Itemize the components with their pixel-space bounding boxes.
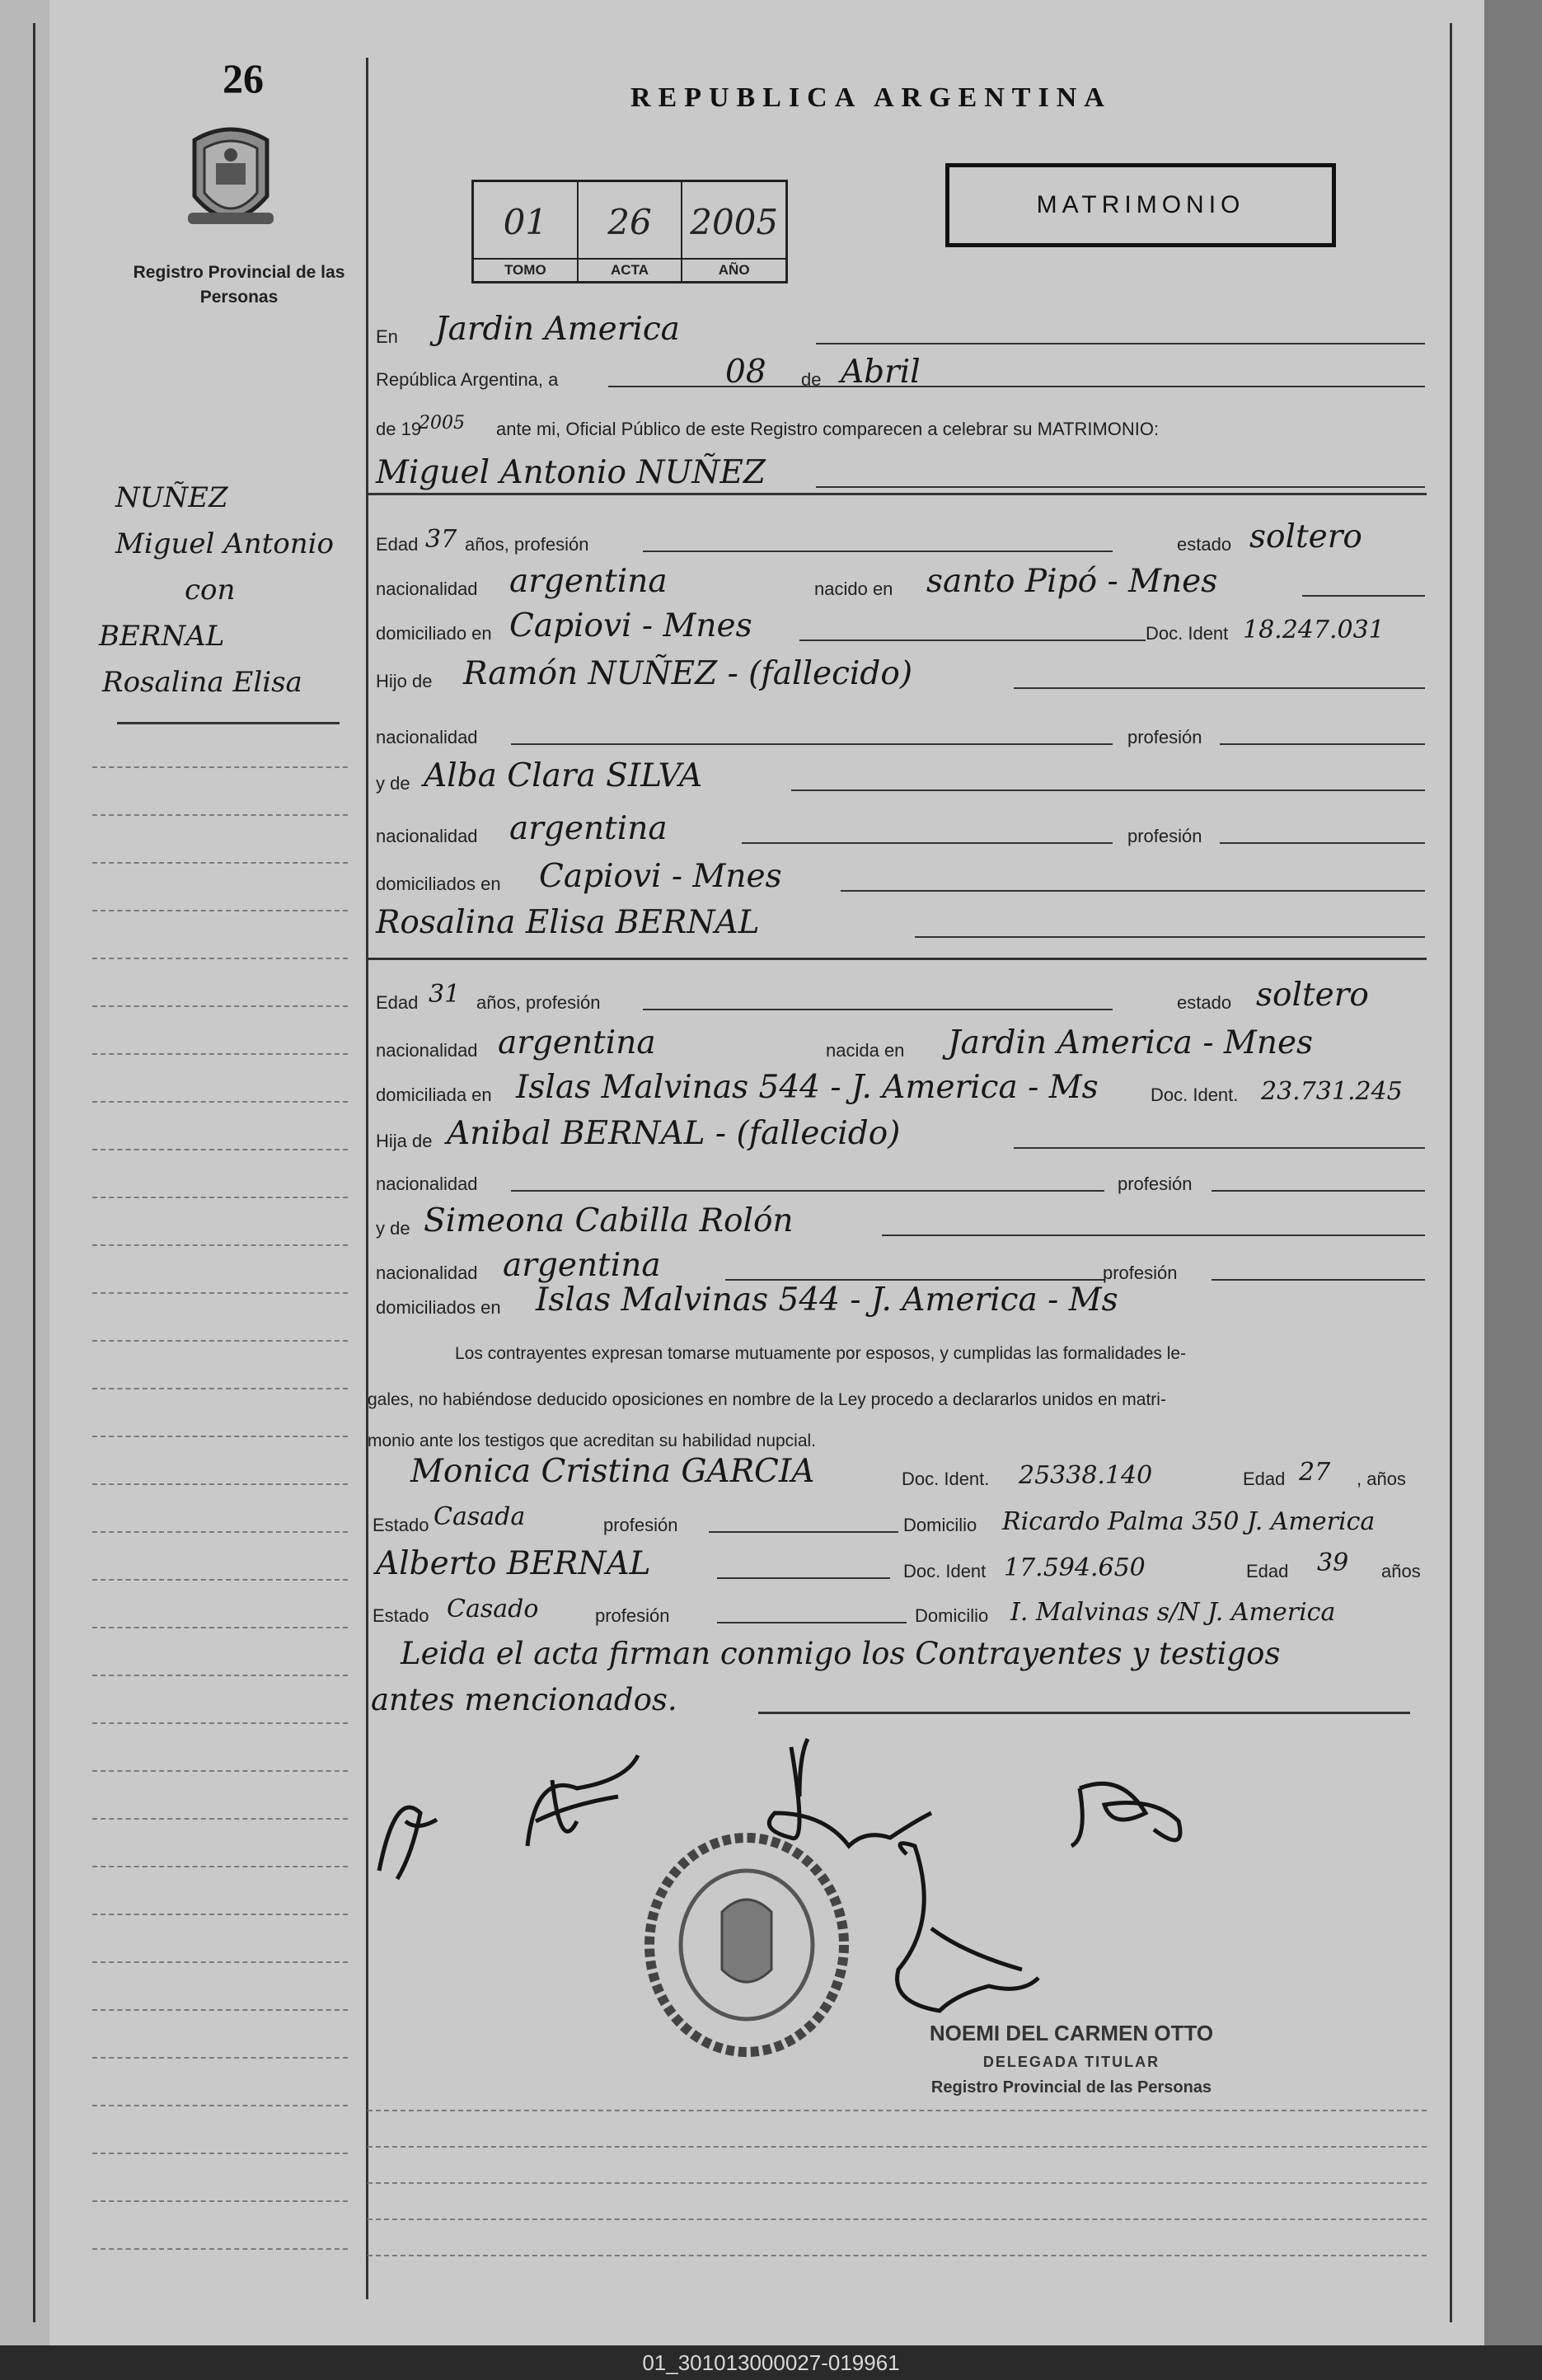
row-groom-father (371, 655, 1430, 692)
groom-mother-nat-line (742, 842, 1113, 844)
witness1-dom-label: Domicilio (903, 1515, 977, 1535)
acta-label: ACTA (579, 258, 682, 281)
row-statement (371, 412, 1430, 440)
witness1-edad-label: Edad (1243, 1469, 1286, 1489)
witness1-age: 27 (1299, 1458, 1331, 1487)
margin-ruled-line (92, 1388, 348, 1389)
row-groom-mother (371, 757, 1430, 794)
page-right-edge (1484, 0, 1542, 2345)
witness1-profession-line (709, 1531, 898, 1533)
marriage-year: 2005 (419, 413, 465, 433)
bride-doc-label: Doc. Ident. (1151, 1085, 1239, 1105)
witness2-name: Alberto BERNAL (376, 1545, 651, 1582)
acta-value: 26 (607, 202, 652, 242)
bride-name-line (915, 936, 1425, 938)
ruled-line (368, 2110, 1427, 2111)
groom-edad-label: Edad (376, 534, 419, 555)
margin-note-con: con (185, 574, 236, 607)
margin-ruled-line (92, 1101, 348, 1103)
witness2-dom-label: Domicilio (915, 1605, 989, 1626)
row-witness2-estado (371, 1595, 1430, 1627)
margin-ruled-line (92, 862, 348, 864)
groom-estado: soltero (1249, 518, 1362, 555)
row-place (371, 311, 1430, 348)
witness1-doc: 25338.140 (1019, 1461, 1153, 1490)
margin-ruled-line (92, 1197, 348, 1198)
witness1-name: Monica Cristina GARCIA (410, 1453, 815, 1490)
groom-domicile-line (799, 640, 1146, 641)
officer-registry: Registro Provincial de las Personas (930, 2078, 1212, 2097)
groom-domicile: Capiovi - Mnes (509, 607, 752, 644)
row-closing-2 (371, 1682, 1430, 1717)
closing-line-2: antes mencionados. (371, 1682, 677, 1717)
bride-anos-label: años, profesión (476, 992, 601, 1013)
signature-4 (1071, 1783, 1180, 1846)
groom-father-nat-line (511, 743, 1113, 745)
groom-father: Ramón NUÑEZ - (fallecido) (463, 655, 913, 692)
year-prefix: de 19 (376, 419, 422, 439)
closing-line-1: Leida el acta firman conmigo los Contrayentes y testigos (401, 1636, 1281, 1671)
en-label: En (376, 326, 398, 347)
margin-note-underline (117, 722, 340, 724)
bride-nationality: argentina (498, 1024, 656, 1061)
groom-mother-line (791, 789, 1425, 791)
row-groom-parents-domicile (371, 858, 1430, 895)
declaration-line-3: monio ante los testigos que acreditan su habilidad nupcial. (368, 1431, 817, 1450)
ano-label: AÑO (682, 258, 785, 281)
bride-name: Rosalina Elisa BERNAL (376, 904, 760, 941)
witness1-estado: Casada (434, 1502, 526, 1531)
groom-dom-label: domiciliado en (376, 623, 492, 644)
margin-ruled-line (92, 1914, 348, 1915)
groom-name-rule (368, 493, 1427, 495)
row-groom-father-nat (371, 720, 1430, 748)
bride-section-rule (368, 958, 1427, 960)
coat-of-arms-icon (180, 124, 282, 239)
groom-age: 37 (425, 525, 457, 554)
official-stamp (640, 1830, 854, 2060)
margin-ruled-line (92, 2105, 348, 2106)
row-bride-name (371, 904, 1430, 941)
ano-value: 2005 (690, 202, 779, 242)
witness2-prof-label: profesión (595, 1605, 670, 1626)
groom-fprof-label: profesión (1127, 727, 1202, 747)
bride-mother: Simeona Cabilla Rolón (424, 1202, 794, 1239)
groom-mother-nat: argentina (509, 810, 668, 847)
margin-ruled-line (92, 1483, 348, 1485)
row-groom-domicile (371, 607, 1430, 644)
margin-ruled-line (92, 1531, 348, 1533)
place-line (816, 343, 1425, 344)
margin-ruled-line (92, 1244, 348, 1246)
witness2-estado-label: Estado (373, 1605, 429, 1626)
row-witness1-name (371, 1453, 1430, 1490)
bride-mother-nat-line (725, 1279, 1104, 1281)
groom-doc-label: Doc. Ident (1146, 623, 1229, 644)
witness2-edad-label: Edad (1246, 1561, 1289, 1581)
officer-name: NOEMI DEL CARMEN OTTO (929, 2021, 1214, 2045)
bride-profession-line (643, 1009, 1113, 1010)
groom-parents-domicile-line (841, 890, 1425, 892)
witness2-doc: 17.594.650 (1004, 1553, 1146, 1582)
row-date (371, 354, 1430, 391)
groom-mnac-label: nacionalidad (376, 826, 478, 846)
groom-pdom-label: domiciliados en (376, 874, 501, 894)
row-closing-1 (371, 1636, 1430, 1671)
row-bride-nationality (371, 1024, 1430, 1061)
witness1-estado-label: Estado (373, 1515, 429, 1535)
margin-note-surname-2: BERNAL (99, 620, 225, 653)
tomo-label: TOMO (474, 258, 577, 281)
bride-parents-domicile: Islas Malvinas 544 - J. America - Ms (536, 1281, 1118, 1319)
margin-ruled-line (92, 1818, 348, 1820)
folio-number: 26 (223, 55, 264, 101)
row-bride-mother (371, 1202, 1430, 1239)
registry-name: Registro Provincial de las Personas (133, 263, 345, 307)
declaration-line-2: gales, no habiéndose deducido oposiciones en nombre de la Ley procedo a declararlos unidos en matri- (368, 1390, 1166, 1409)
bride-nacida-label: nacida en (826, 1040, 905, 1061)
marriage-day: 08 (725, 354, 766, 391)
groom-father-line (1014, 687, 1425, 689)
margin-ruled-line (92, 958, 348, 959)
bride-domicile: Islas Malvinas 544 - J. America - Ms (516, 1069, 1099, 1106)
row-bride-parents-domicile (371, 1281, 1430, 1319)
officer-title: DELEGADA TITULAR (982, 2054, 1160, 2070)
margin-ruled-line (92, 1770, 348, 1772)
row-groom-mother-nat (371, 810, 1430, 847)
margin-ruled-line (92, 1340, 348, 1342)
witness1-anos-label: , años (1357, 1469, 1406, 1489)
margin-ruled-line (92, 2153, 348, 2154)
signature-officer (898, 1844, 1038, 2011)
bride-edad-label: Edad (376, 992, 419, 1013)
witness1-prof-label: profesión (603, 1515, 678, 1535)
signatures (363, 1722, 1451, 2068)
margin-ruled-line (92, 814, 348, 816)
bride-age: 31 (429, 980, 461, 1009)
bride-mother-nat: argentina (503, 1247, 661, 1284)
bride-estado: soltero (1256, 977, 1369, 1014)
bride-yde-label: y de (376, 1218, 410, 1239)
record-type-box: MATRIMONIO (945, 163, 1336, 247)
margin-ruled-line (92, 1627, 348, 1628)
acta-cell (579, 182, 683, 281)
groom-anos-label: años, profesión (465, 534, 589, 555)
image-id-caption: 01_301013000027-019961 (642, 2350, 900, 2375)
groom-fnac-label: nacionalidad (376, 727, 478, 747)
margin-ruled-line (92, 2248, 348, 2250)
margin-ruled-line (92, 2057, 348, 2059)
declaration-line-1: Los contrayentes expresan tomarse mutuamente por esposos, y cumplidas las formalidades le- (455, 1344, 1187, 1363)
margin-ruled-line (92, 1722, 348, 1724)
row-groom-nationality (371, 563, 1430, 600)
record-number-box (471, 180, 788, 283)
margin-ruled-line (92, 766, 348, 768)
signature-1 (379, 1807, 437, 1879)
groom-nacido-label: nacido en (814, 579, 893, 599)
groom-hijo-label: Hijo de (376, 671, 433, 691)
marriage-month: Abril (841, 354, 921, 391)
bride-doc: 23.731.245 (1261, 1077, 1403, 1106)
groom-name-line (816, 486, 1425, 488)
groom-yde-label: y de (376, 773, 410, 794)
margin-ruled-line (92, 1005, 348, 1007)
row-groom-name (371, 454, 1430, 491)
groom-parents-domicile: Capiovi - Mnes (539, 858, 782, 895)
margin-ruled-line (92, 910, 348, 911)
margin-note-given-names-2: Rosalina Elisa (102, 666, 302, 699)
margin-ruled-line (92, 1866, 348, 1867)
bride-father-nat-line (511, 1190, 1104, 1192)
bride-mprof-label: profesión (1103, 1263, 1178, 1283)
bride-mnac-label: nacionalidad (376, 1263, 478, 1283)
ruled-line (368, 2146, 1427, 2148)
country-heading: REPUBLICA ARGENTINA (630, 82, 1112, 113)
margin-note-given-names: Miguel Antonio (115, 527, 334, 560)
bride-hija-label: Hija de (376, 1131, 433, 1151)
tomo-cell (474, 182, 579, 281)
ruled-line (368, 2182, 1427, 2184)
margin-ruled-line (92, 1292, 348, 1294)
marriage-place: Jardin America (435, 311, 680, 348)
row-bride-age (371, 977, 1430, 1014)
ruled-line (368, 2255, 1427, 2256)
bride-fnac-label: nacionalidad (376, 1174, 478, 1194)
margin-ruled-line (92, 1579, 348, 1581)
groom-birthplace: santo Pipó - Mnes (926, 563, 1218, 600)
row-groom-age (371, 518, 1430, 555)
ruled-line (368, 2218, 1427, 2220)
witness2-domicile: I. Malvinas s/N J. America (1010, 1598, 1336, 1627)
margin-ruled-line (92, 1961, 348, 1963)
bride-fprof-label: profesión (1118, 1174, 1193, 1194)
margin-ruled-line (92, 2200, 348, 2202)
row-bride-mother-nat (371, 1247, 1430, 1284)
groom-nac-label: nacionalidad (376, 579, 478, 599)
bride-mother-line (882, 1235, 1425, 1236)
bride-father: Anibal BERNAL - (fallecido) (447, 1115, 901, 1152)
row-witness2-name (371, 1545, 1430, 1582)
bride-estado-label: estado (1177, 992, 1232, 1013)
groom-profession-line (643, 550, 1113, 552)
signature-2 (527, 1755, 638, 1846)
groom-mother-prof-line (1220, 842, 1425, 844)
witness2-age: 39 (1317, 1548, 1349, 1577)
bride-dom-label: domiciliada en (376, 1085, 492, 1105)
margin-ruled-line (92, 1149, 348, 1150)
ano-cell (682, 182, 785, 281)
margin-note-surname: NUÑEZ (115, 481, 228, 514)
bride-birthplace: Jardin America - Mnes (948, 1024, 1314, 1061)
margin-ruled-line (92, 1675, 348, 1676)
bride-father-prof-line (1212, 1190, 1425, 1192)
row-witness1-estado (371, 1502, 1430, 1536)
tomo-value: 01 (503, 202, 548, 242)
row-bride-domicile (371, 1069, 1430, 1106)
bride-pdom-label: domiciliados en (376, 1297, 501, 1318)
witness1-doc-label: Doc. Ident. (902, 1469, 990, 1489)
margin-ruled-line (92, 2009, 348, 2011)
row-bride-father-nat (371, 1167, 1430, 1195)
groom-nationality: argentina (509, 563, 668, 600)
groom-mprof-label: profesión (1127, 826, 1202, 846)
closing-line (758, 1712, 1410, 1714)
witness2-doc-label: Doc. Ident (903, 1561, 987, 1581)
witness2-anos-label: años (1381, 1561, 1421, 1581)
groom-estado-label: estado (1177, 534, 1232, 555)
groom-name: Miguel Antonio NUÑEZ (376, 454, 766, 491)
bride-mother-prof-line (1212, 1279, 1425, 1281)
row-bride-father (371, 1115, 1430, 1152)
de-label: de (801, 369, 822, 390)
groom-mother: Alba Clara SILVA (424, 757, 703, 794)
groom-doc: 18.247.031 (1243, 616, 1385, 644)
witness2-profession-line (717, 1622, 907, 1623)
republica-label: República Argentina, a (376, 369, 559, 390)
margin-ruled-line (92, 1053, 348, 1055)
witness1-domicile: Ricardo Palma 350 J. America (1002, 1507, 1376, 1536)
statement-text: ante mi, Oficial Público de este Registro comparecen a celebrar su MATRIMONIO: (496, 419, 1160, 439)
groom-birthplace-line (1302, 595, 1425, 597)
bride-nac-label: nacionalidad (376, 1040, 478, 1061)
witness2-name-line (717, 1577, 890, 1579)
witness2-estado: Casado (447, 1595, 539, 1623)
margin-ruled-line (92, 1436, 348, 1437)
groom-father-prof-line (1220, 743, 1425, 745)
bride-father-line (1014, 1147, 1425, 1149)
